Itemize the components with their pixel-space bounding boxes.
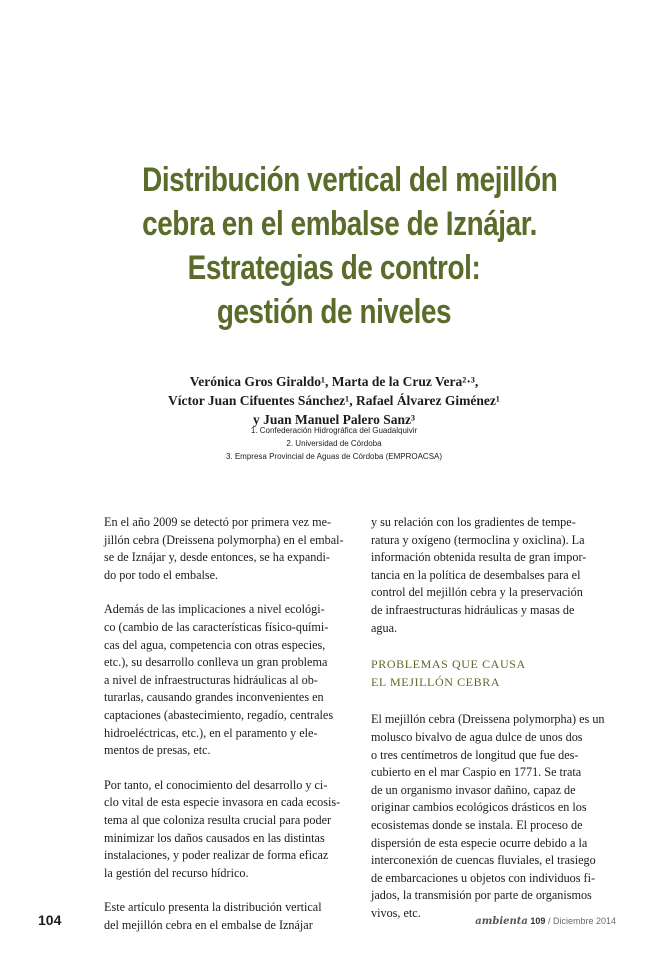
text-line: En el año 2009 se detectó por primera vez me- <box>104 515 332 529</box>
text-line: tancia en la política de desembalses para el <box>371 567 581 582</box>
text-line: mentos de presas, etc. <box>104 743 211 758</box>
paragraph-relation <box>371 514 619 637</box>
title-line-4: gestión de niveles <box>216 293 452 331</box>
title-line-2: cebra en el embalse de Iznájar. <box>142 205 537 243</box>
paragraph-intro <box>104 514 352 584</box>
section-heading <box>371 656 619 691</box>
author-line-2: Víctor Juan Cifuentes Sánchez¹, Rafael Álvarez Giménez¹ <box>168 393 500 408</box>
magazine-logo: ambienta <box>475 916 528 927</box>
text-line: hidroeléctricas, etc.), en el paramento y ele- <box>104 725 318 740</box>
text-line: minimizar los daños causados en las distintas <box>104 830 325 845</box>
affiliations <box>180 424 488 463</box>
heading-line: EL MEJILLÓN CEBRA <box>371 674 501 689</box>
text-line: del mejillón cebra en el embalse de Iznájar <box>104 917 313 932</box>
title-line-1: Distribución vertical del mejillón <box>142 161 558 199</box>
text-line: tema al que coloniza resulta crucial para poder <box>104 812 332 827</box>
text-line: ecosistemas donde se instala. El proceso de <box>371 817 583 832</box>
text-line: instalaciones, y poder realizar de forma eficaz <box>104 848 329 863</box>
text-line: clo vital de esta especie invasora en cada ecosis- <box>104 795 341 810</box>
text-line: interconexión de cuencas fluviales, el trasiego <box>371 853 596 868</box>
paragraph-article <box>104 899 352 934</box>
paragraph-implications <box>104 601 352 759</box>
text-line: de un organismo invasor dañino, capaz de <box>371 782 576 797</box>
right-column <box>371 514 619 939</box>
issue-number: 109 <box>530 916 546 926</box>
heading-line: PROBLEMAS QUE CAUSA <box>371 657 526 672</box>
affiliation-1: 1. Confederación Hidrográfica del Guadalquivir <box>250 426 418 435</box>
text-line: jillón cebra (Dreissena polymorpha) en el embal- <box>104 532 344 547</box>
affiliation-2: 2. Universidad de Córdoba <box>286 439 382 448</box>
text-line: Además de las implicaciones a nivel ecológi- <box>104 602 325 617</box>
left-column <box>104 514 352 951</box>
text-line: molusco bivalvo de agua dulce de unos dos <box>371 729 583 744</box>
title-line-3: Estrategias de control: <box>187 249 481 287</box>
text-line: dispersión de esta especie ocurre debido a la <box>371 835 588 850</box>
page-number: 104 <box>38 912 62 928</box>
text-line: la gestión del recurso hídrico. <box>104 865 249 880</box>
text-line: se de Iznájar y, desde entonces, se ha expandi- <box>104 550 330 565</box>
text-line: agua. <box>371 620 398 635</box>
text-line: de embarcaciones u objetos con individuos fi- <box>371 870 596 885</box>
author-list <box>130 372 538 429</box>
text-line: captaciones (abastecimiento, regadío, centrales <box>104 707 334 722</box>
text-line: Por tanto, el conocimiento del desarrollo y ci- <box>104 777 328 792</box>
text-line: o tres centímetros de longitud que fue des- <box>371 747 579 762</box>
text-line: cas del agua, competencia con otras especies, <box>104 637 326 652</box>
text-line: do por todo el embalse. <box>104 567 219 582</box>
text-line: ratura y oxígeno (termoclina y oxiclina). La <box>371 532 585 547</box>
text-line: de infraestructuras hidráulicas y masas de <box>371 602 575 617</box>
article-title <box>100 158 568 334</box>
text-line: control del mejillón cebra y la preservación <box>371 585 583 600</box>
text-line: turarlas, causando grandes inconvenientes en <box>104 690 324 705</box>
paragraph-knowledge <box>104 777 352 883</box>
text-line: co (cambio de las características físico-quími- <box>104 619 329 634</box>
affiliation-3: 3. Empresa Provincial de Aguas de Córdoba (EMPROACSA) <box>225 452 443 461</box>
text-line: y su relación con los gradientes de tempe- <box>371 515 576 529</box>
text-line: a nivel de infraestructuras hidráulicas al ob- <box>104 672 318 687</box>
text-line: información obtenida resulta de gran impor- <box>371 550 587 565</box>
text-line: originar cambios ecológicos drásticos en los <box>371 800 587 815</box>
author-line-3: y Juan Manuel Palero Sanz³ <box>252 412 416 427</box>
text-line: Este artículo presenta la distribución vertical <box>104 900 322 915</box>
text-line: El mejillón cebra (Dreissena polymorpha) es un <box>371 712 605 727</box>
paragraph-description <box>371 711 619 922</box>
text-line: cubierto en el mar Caspio en 1771. Se trata <box>371 765 582 780</box>
text-line: etc.), su desarrollo conlleva un gran problema <box>104 655 328 670</box>
footer-info <box>475 916 616 927</box>
issue-date: / Diciembre 2014 <box>547 916 616 926</box>
text-line: vivos, etc. <box>371 905 421 920</box>
author-line-1: Verónica Gros Giraldo¹, Marta de la Cruz Vera²·³, <box>189 374 479 389</box>
text-line: jados, la transmisión por parte de organismos <box>371 888 592 903</box>
